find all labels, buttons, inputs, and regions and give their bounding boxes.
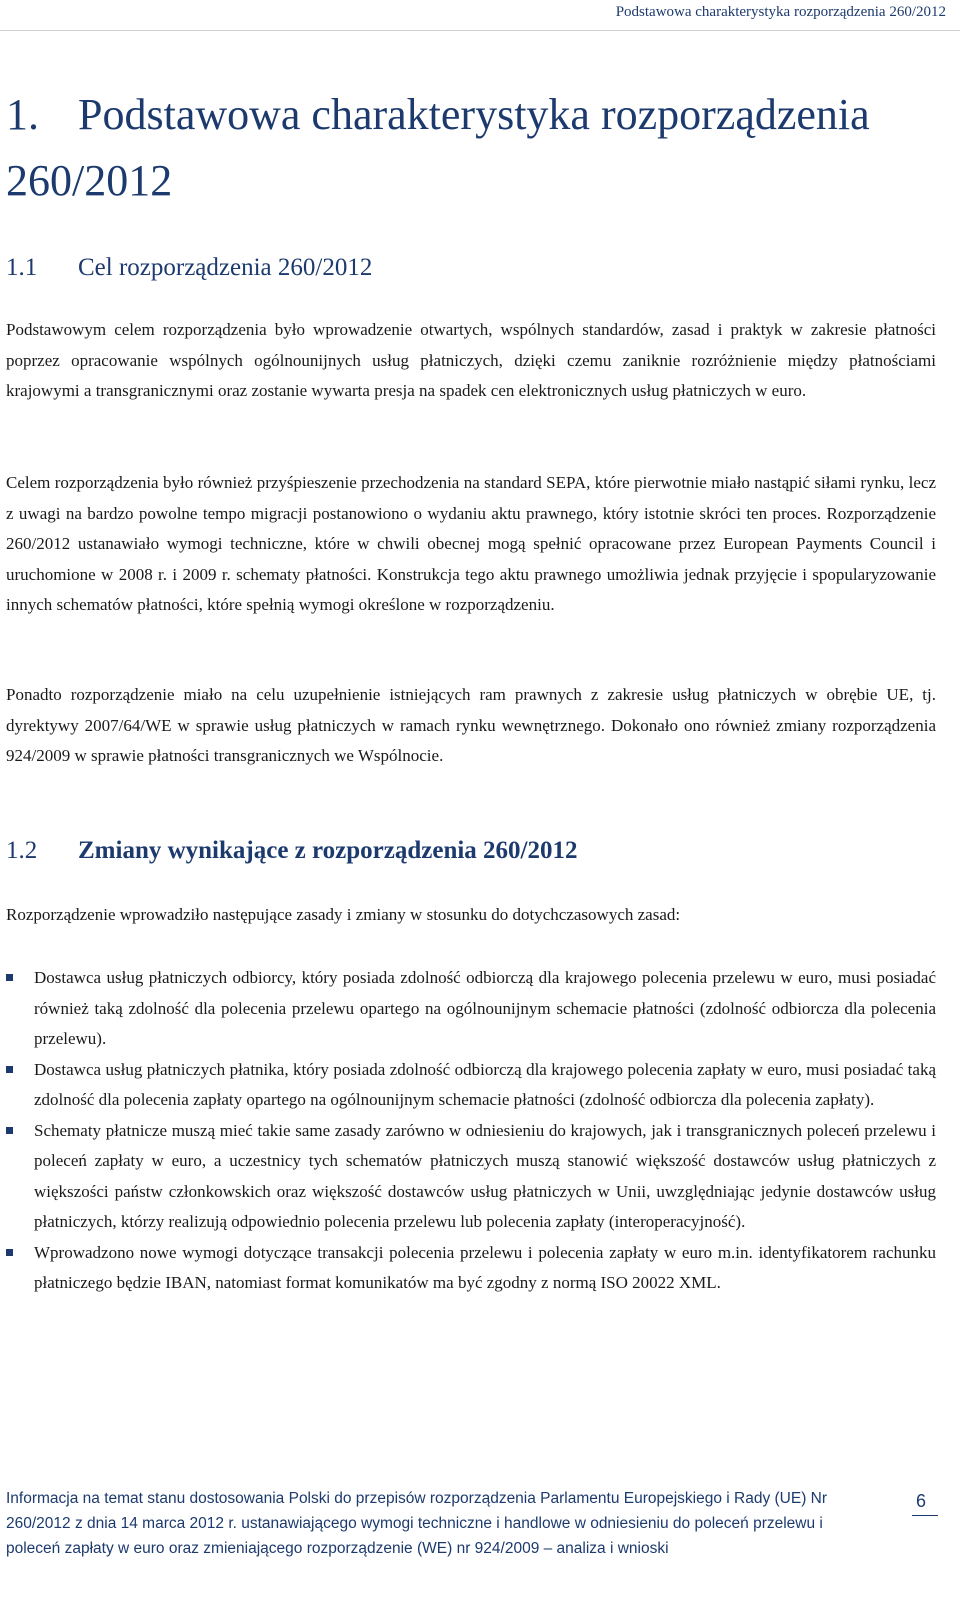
square-bullet-icon bbox=[6, 1066, 13, 1073]
section-2-title: Zmiany wynikające z rozporządzenia 260/2012 bbox=[78, 837, 578, 864]
square-bullet-icon bbox=[6, 1249, 13, 1256]
header-divider bbox=[0, 30, 960, 31]
list-item-text: Schematy płatnicze muszą mieć takie same zasady zarówno w odniesieniu do krajowych, jak i transgranicznych poleceń przelewu i poleceń zapłaty w euro, a uczestnicy tych schematów płatniczych muszą stanowić większość dostawców usług płatniczych z większości państw członkowskich oraz większość dostawców usług płatniczych w Unii, uwzględniając jedynie dostawców usług płatniczych, którzy realizują odpowiednio polecenia przelewu lub polecenia zapłaty (interoperacyjność). bbox=[34, 1120, 936, 1231]
page-number: 6 bbox=[916, 1491, 927, 1511]
section-1-number: 1.1 bbox=[6, 254, 38, 281]
list-item-text: Dostawca usług płatniczych odbiorcy, który posiada zdolność odbiorczą dla krajowego polecenia przelewu w euro, musi posiadać również taką zdolność dla polecenia przelewu opartego na ogólnounijnym schemacie płatności (zdolność odbiorcza dla polecenia przelewu). bbox=[34, 968, 936, 1048]
chapter-number: 1. bbox=[6, 90, 39, 139]
list-item bbox=[6, 1238, 936, 1299]
list-item-text: Dostawca usług płatniczych płatnika, który posiada zdolność odbiorczą dla krajowego polecenia zapłaty w euro, musi posiadać taką zdolność dla polecenia zapłaty opartego na ogólnounijnym schemacie płatności (zdolność odbiorcza dla polecenia zapłaty). bbox=[34, 1059, 936, 1109]
paragraph-goal: Podstawowym celem rozporządzenia było wprowadzenie otwartych, wspólnych standardów, zasad i praktyk w zakresie płatności poprzez opracowanie wspólnych ogólnounijnych usług płatniczych, dzięki czemu zaniknie rozróżnienie między płatnościami krajowymi a transgranicznymi oraz zostanie wywarta presja na spadek cen elektronicznych usług płatniczych w euro. bbox=[6, 320, 936, 400]
footer-text: Informacja na temat stanu dostosowania Polski do przepisów rozporządzenia Parlamentu Europejskiego i Rady (UE) Nr 260/2012 z dnia 14 marca 2012 r. ustanawiającego wymogi techniczne i handlowe w odniesieniu do poleceń przelewu i poleceń zapłaty w euro oraz zmieniającego rozporządzenie (WE) nr 924/2009 – analiza i wnioski bbox=[6, 1490, 828, 1557]
square-bullet-icon bbox=[6, 1127, 13, 1134]
section-2-intro: Rozporządzenie wprowadziło następujące zasady i zmiany w stosunku do dotychczasowych zasad: bbox=[6, 905, 681, 924]
section-2-heading bbox=[6, 836, 578, 866]
section-1-heading bbox=[6, 253, 372, 283]
running-header: Podstawowa charakterystyka rozporządzenia 260/2012 bbox=[615, 4, 946, 20]
chapter-heading bbox=[6, 82, 906, 214]
list-item-text: Wprowadzono nowe wymogi dotyczące transakcji polecenia przelewu i polecenia zapłaty w euro m.in. identyfikatorem rachunku płatniczego będzie IBAN, natomiast format komunikatów ma być zgodny z normą ISO 20022 XML. bbox=[34, 1242, 936, 1292]
square-bullet-icon bbox=[6, 974, 13, 981]
chapter-title: Podstawowa charakterystyka rozporządzenia 260/2012 bbox=[6, 90, 870, 205]
changes-list bbox=[6, 963, 936, 1299]
page-number-underline bbox=[912, 1515, 938, 1516]
list-item bbox=[6, 1116, 936, 1238]
section-2-number: 1.2 bbox=[6, 837, 38, 864]
section-1-title: Cel rozporządzenia 260/2012 bbox=[78, 254, 373, 281]
list-item bbox=[6, 963, 936, 1055]
paragraph-legal-framework: Ponadto rozporządzenie miało na celu uzupełnienie istniejących ram prawnych z zakresie usług płatniczych w obrębie UE, tj. dyrektywy 2007/64/WE w sprawie usług płatniczych w ramach rynku wewnętrznego. Dokonało ono również zmiany rozporządzenia 924/2009 w sprawie płatności transgranicznych we Wspólnocie. bbox=[6, 685, 936, 765]
list-item bbox=[6, 1055, 936, 1116]
paragraph-sepa: Celem rozporządzenia było również przyśpieszenie przechodzenia na standard SEPA, które pierwotnie miało nastąpić siłami rynku, lecz z uwagi na bardzo powolne tempo migracji postanowiono o wydaniu aktu prawnego, który istotnie skróci ten proces. Rozporządzenie 260/2012 ustanawiało wymogi techniczne, które w chwili obecnej mogą spełnić opracowane przez European Payments Council i uruchomione w 2008 r. i 2009 r. schematy płatności. Konstrukcja tego aktu prawnego umożliwia jednak przyjęcie i spopularyzowanie innych schematów płatności, które spełnią wymogi określone w rozporządzeniu. bbox=[6, 473, 936, 614]
